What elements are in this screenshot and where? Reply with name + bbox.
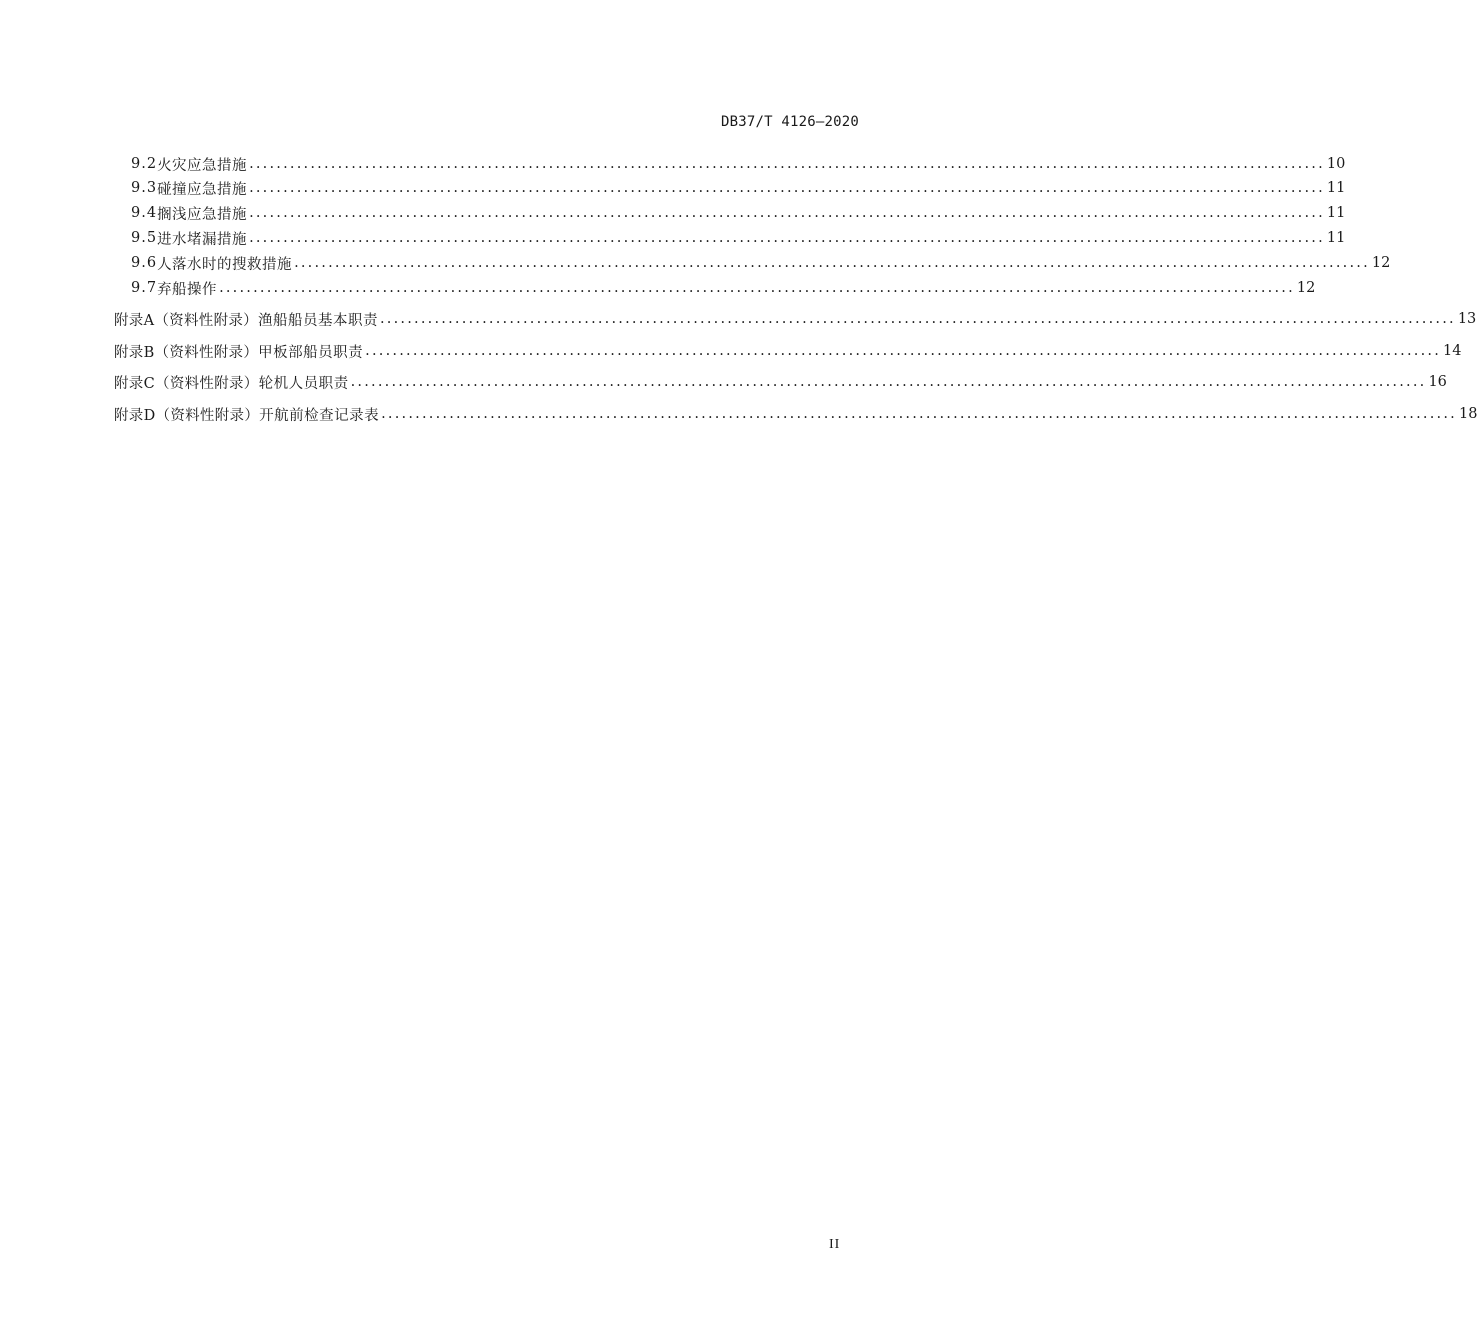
toc-entry-page: 13 <box>1457 311 1477 327</box>
toc-entry[interactable] <box>131 226 1346 250</box>
toc-entry-title: 甲板部船员职责 <box>258 344 364 361</box>
toc-dot-leader: .............................................................................................................................................................. <box>249 180 1325 196</box>
toc-entry-title: 渔船船员基本职责 <box>257 312 378 329</box>
toc-entry-number: 9.4 <box>131 205 158 221</box>
toc-entry-page: 10 <box>1326 156 1346 172</box>
toc-entry-title: 火灾应急措施 <box>157 157 248 174</box>
toc-entry-page: 18 <box>1458 406 1477 422</box>
toc-entry-page: 11 <box>1326 230 1346 246</box>
toc-appendix-entry[interactable] <box>114 402 1477 426</box>
toc-appendix-label: 附录D（资料性附录） <box>114 407 260 424</box>
toc-dot-leader: .............................................................................................................................................................. <box>249 156 1325 172</box>
toc-entry[interactable] <box>131 276 1316 300</box>
toc-entry-number: 9.5 <box>131 230 158 246</box>
toc-entry-title: 碰撞应急措施 <box>157 181 248 198</box>
toc-entry-number: 9.6 <box>131 255 158 271</box>
toc-entry-number: 9.2 <box>131 156 158 172</box>
toc-dot-leader: .............................................................................................................................................................. <box>365 343 1441 359</box>
page-number: II <box>829 1237 841 1252</box>
toc-entry[interactable] <box>131 152 1346 176</box>
toc-entry-page: 14 <box>1443 343 1462 359</box>
toc-appendix-entry[interactable] <box>114 370 1447 394</box>
toc-entry-title: 轮机人员职责 <box>258 375 349 392</box>
toc-appendix-label: 附录C（资料性附录） <box>114 375 259 392</box>
toc-appendix-entry[interactable] <box>114 339 1462 363</box>
toc-dot-leader: .............................................................................................................................................................. <box>381 406 1457 422</box>
toc-dot-leader: .............................................................................................................................................................. <box>379 311 1456 327</box>
document-header-id: DB37/T 4126—2020 <box>720 114 859 130</box>
toc-entry-page: 11 <box>1326 205 1346 221</box>
toc-entry[interactable] <box>131 251 1391 275</box>
toc-entry[interactable] <box>131 176 1346 200</box>
toc-entry-page: 12 <box>1371 255 1391 271</box>
toc-entry-number: 9.7 <box>131 280 158 296</box>
toc-entry-title: 进水堵漏措施 <box>157 231 248 248</box>
toc-entry-title: 人落水时的搜救措施 <box>157 256 293 273</box>
toc-entry-title: 搁浅应急措施 <box>157 206 248 223</box>
toc-appendix-label: 附录B（资料性附录） <box>114 344 259 361</box>
toc-dot-leader: .............................................................................................................................................................. <box>219 280 1295 296</box>
toc-entry-number: 9.3 <box>131 180 158 196</box>
toc-dot-leader: .............................................................................................................................................................. <box>294 255 1370 271</box>
toc-dot-leader: .............................................................................................................................................................. <box>350 374 1427 390</box>
toc-entry-page: 16 <box>1428 374 1447 390</box>
toc-entry-page: 12 <box>1296 280 1316 296</box>
toc-dot-leader: .............................................................................................................................................................. <box>249 230 1325 246</box>
toc-entry-title: 弃船操作 <box>157 281 218 298</box>
toc-dot-leader: .............................................................................................................................................................. <box>249 205 1325 221</box>
toc-entry-page: 11 <box>1326 180 1346 196</box>
toc-appendix-label: 附录A（资料性附录） <box>114 312 258 329</box>
toc-entry-title: 开航前检查记录表 <box>259 407 380 424</box>
toc-appendix-entry[interactable] <box>114 307 1477 331</box>
toc-entry[interactable] <box>131 201 1346 225</box>
